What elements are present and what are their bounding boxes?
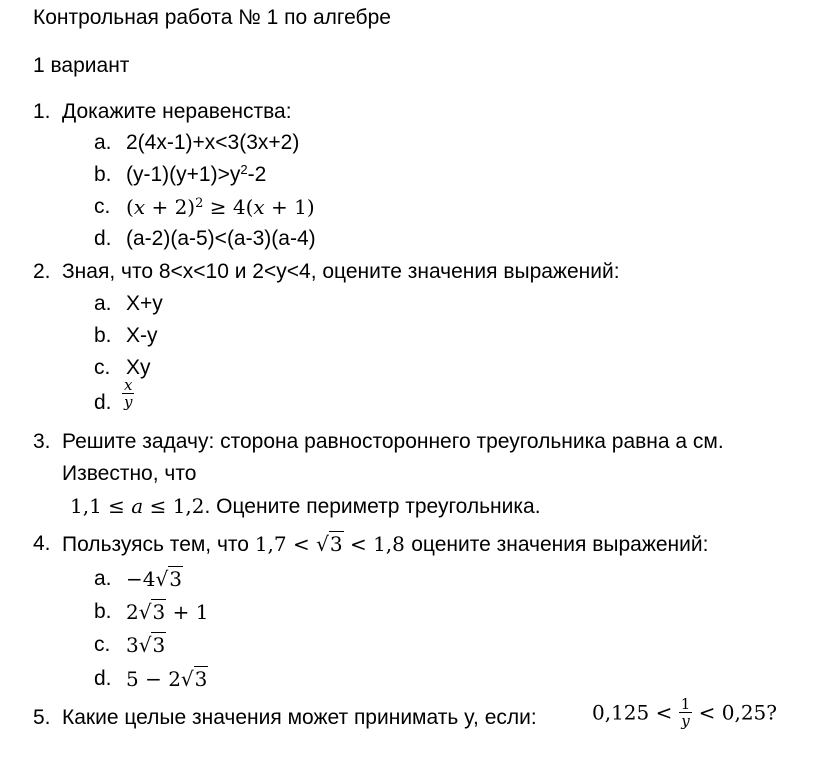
q4-a-expression: −4√3	[126, 567, 182, 591]
q4-text-pre: Пользуясь тем, что	[62, 533, 249, 556]
q4-b-label: b.	[94, 600, 112, 623]
q1-number: 1.	[33, 100, 51, 123]
q5-inequality: 0,125 < $\frac{1}{y}$ < 0,25?	[592, 695, 778, 730]
q2-a-expression: X+y	[126, 292, 163, 315]
q2-d-label: d.	[94, 391, 112, 414]
fraction-denominator: y	[124, 393, 133, 411]
q1-a-expression: 2(4x-1)+x<3(3x+2)	[126, 131, 300, 154]
q1-b-part1: (y-1)(y+1)>y	[126, 163, 241, 186]
q4-d-expression: 5 − 2√3	[126, 667, 208, 691]
document-title: Контрольная работа № 1 по алгебре	[33, 6, 391, 29]
q2-text: Зная, что 8<x<10 и 2<y<4, оцените значения выражений:	[62, 260, 620, 283]
q4-number: 4.	[33, 532, 51, 555]
q2-d-fraction	[122, 377, 134, 410]
q1-b-label: b.	[94, 163, 112, 186]
variant-label: 1 вариант	[33, 54, 130, 77]
q2-c-label: c.	[94, 356, 111, 379]
q4-c-label: c.	[94, 633, 111, 656]
q1-a-label: a.	[94, 131, 112, 154]
q1-b-exponent: 2	[240, 162, 248, 177]
q1-d-expression: (a-2)(a-5)<(a-3)(a-4)	[126, 227, 316, 250]
q2-c-expression: Xy	[126, 356, 151, 379]
q4-a-label: a.	[94, 567, 112, 590]
q3-text-line2: Известно, что	[62, 462, 197, 485]
q1-b-expression	[126, 161, 266, 189]
fraction-numerator: x	[122, 377, 134, 394]
q2-b-expression: X-y	[126, 324, 158, 347]
q3-number: 3.	[33, 430, 51, 453]
q1-d-label: d.	[94, 227, 112, 250]
fraction-1-over-y: $\frac{1}{y}$	[680, 695, 691, 730]
q3-text-line1: Решите задачу: сторона равностороннего треугольника равна а см.	[62, 430, 724, 453]
q4-b-expression: 2√3 + 1	[126, 600, 209, 624]
q3-text-line3: 1,1 ≤ a ≤ 1,2. Оцените периметр треугольника.	[70, 494, 541, 518]
q4-text: Пользуясь тем, что 1,7 < √3 < 1,8 оцените значения выражений:	[62, 532, 709, 556]
q5-number: 5.	[33, 706, 51, 729]
q2-b-label: b.	[94, 324, 112, 347]
q2-number: 2.	[33, 260, 51, 283]
q4-text-post: оцените значения выражений:	[411, 533, 709, 556]
q3-text-line3-post: . Оцените периметр треугольника.	[204, 495, 541, 518]
q1-text: Докажите неравенства:	[62, 100, 292, 123]
q5-text: Какие целые значения может принимать y, если:	[62, 706, 537, 729]
sqrt-3: √3	[316, 532, 343, 556]
fraction-x-over-y	[122, 377, 134, 410]
q4-d-label: d.	[94, 667, 112, 690]
q1-c-label: c.	[94, 195, 111, 218]
q1-b-part2: -2	[247, 163, 267, 186]
q2-a-label: a.	[94, 292, 112, 315]
q4-c-expression: 3√3	[126, 633, 166, 657]
q1-c-expression: $(x + 2)^2 \ge 4(x + 1)$	[126, 195, 315, 219]
